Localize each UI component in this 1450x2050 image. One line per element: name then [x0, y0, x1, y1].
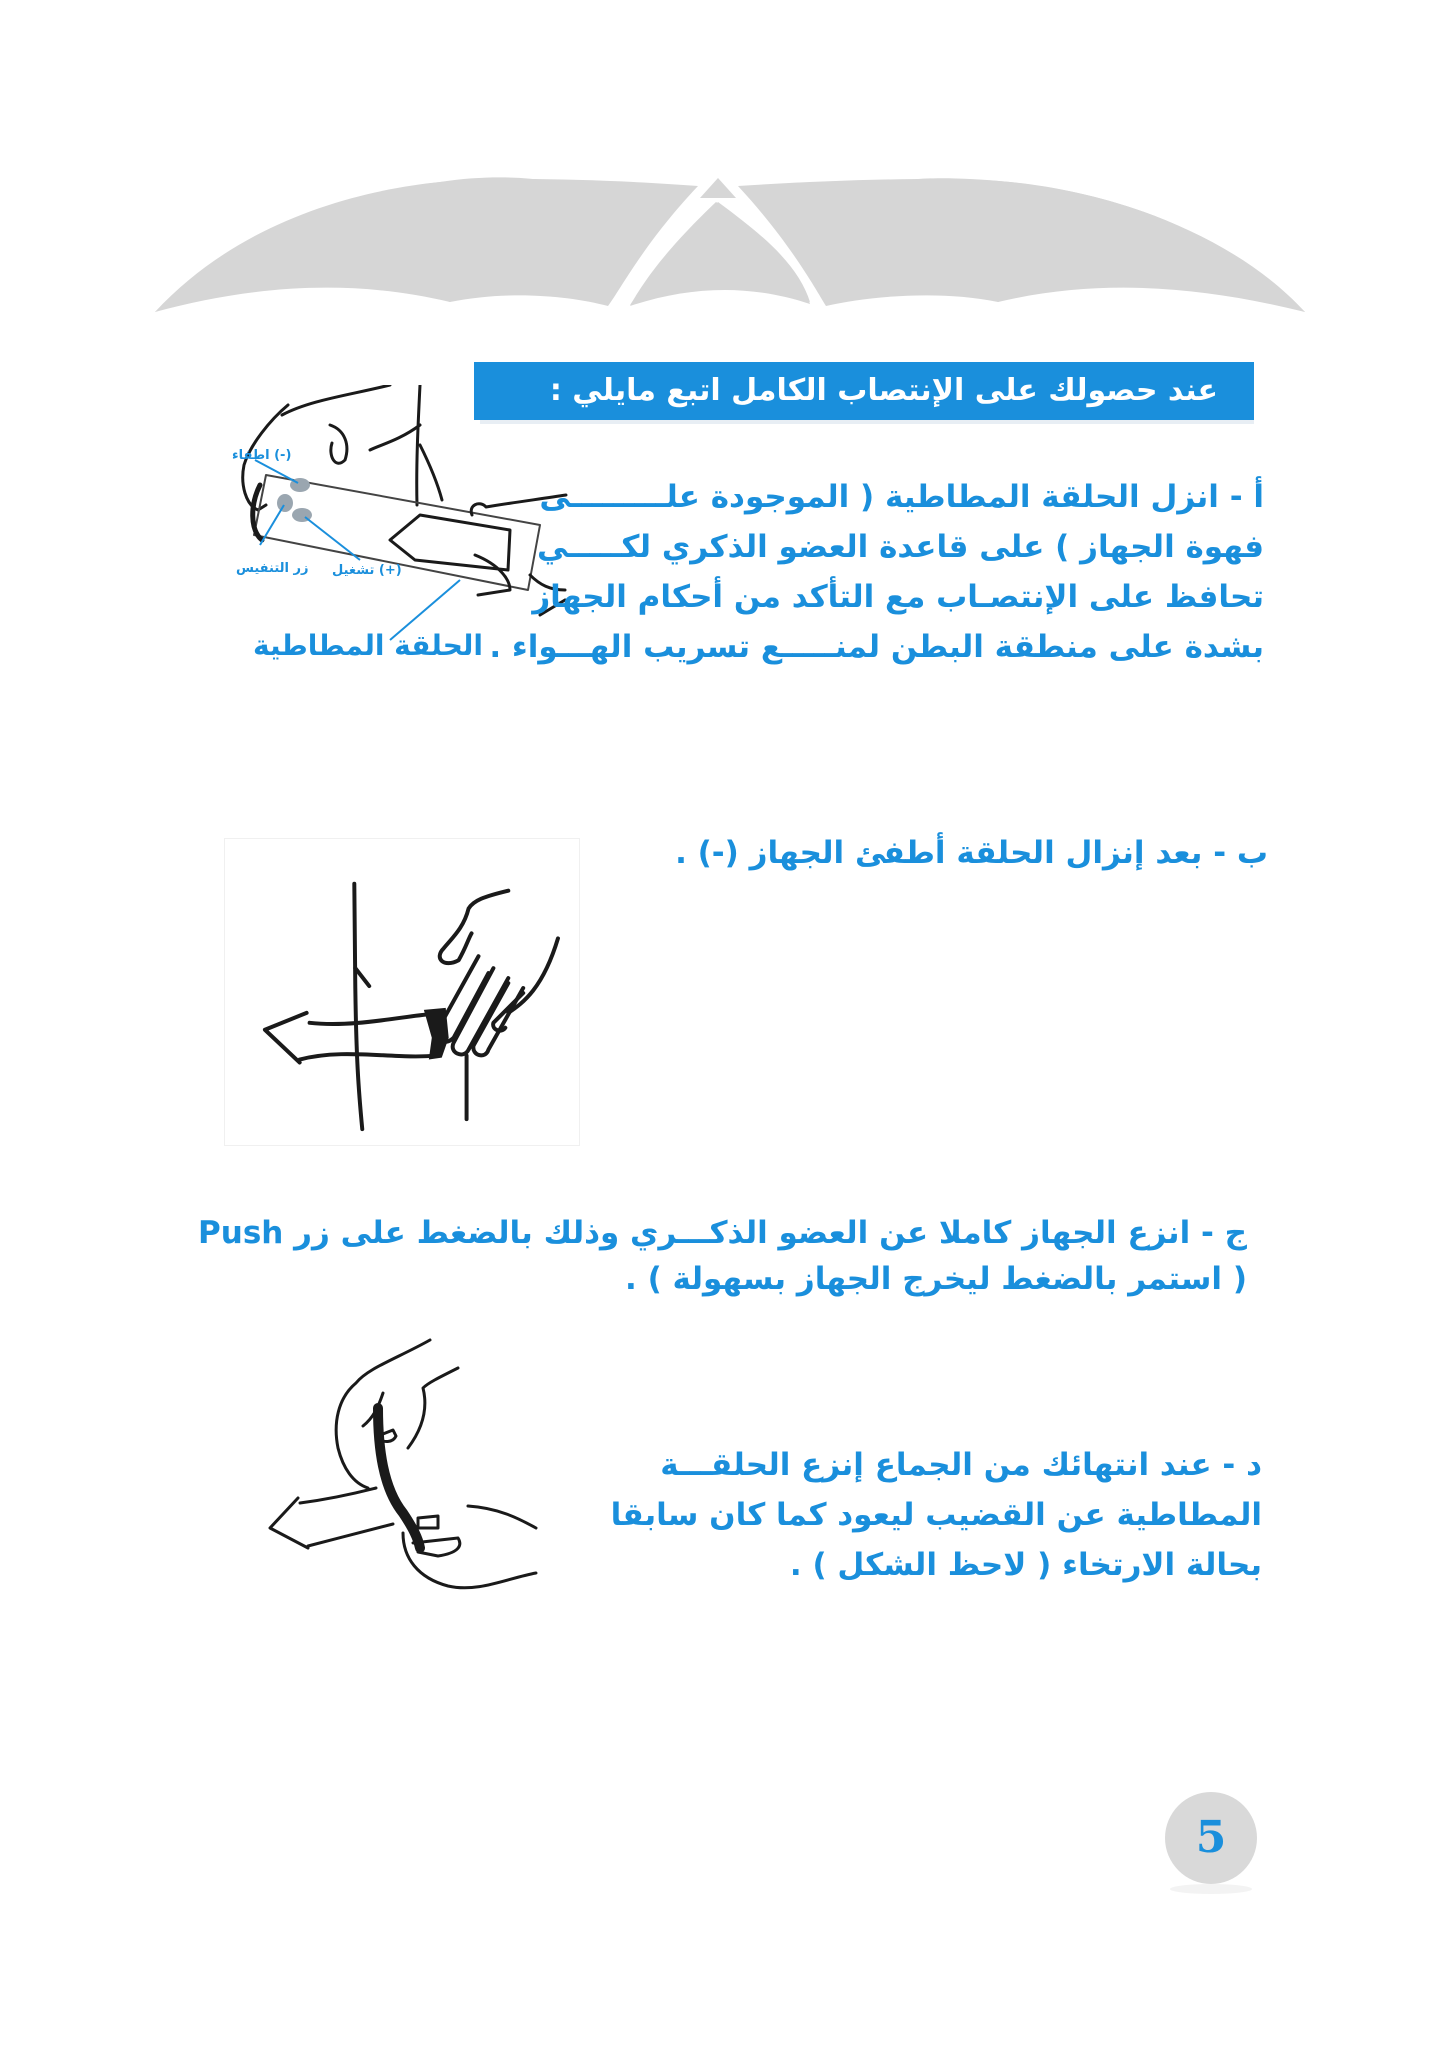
banner-title: عند حصولك على الإنتصاب الكامل اتبع مايلي : [549, 373, 1218, 408]
ring-lowering-illustration [224, 838, 580, 1146]
section-d-line: د - عند انتهائك من الجماع إنزع الحلقـــة [660, 1447, 1262, 1483]
section-a-line: تحافظ على الإنتصـاب مع التأكد من أحكام الجهاز [532, 579, 1264, 615]
penis-shape [390, 515, 510, 570]
leg-branch [355, 968, 369, 986]
umbrella-panel-fill-left [155, 179, 698, 312]
label-breath-button: زر التنفيس [236, 561, 309, 576]
label-off: (-) اطفاء [232, 448, 292, 463]
section-banner [474, 362, 1254, 420]
umbrella-panel-fill-right [738, 179, 1305, 312]
leg-line-left [354, 884, 362, 1129]
section-c-text [197, 1210, 1247, 1302]
label-on: (+) تشغيل [332, 563, 402, 578]
umbrella-logo-icon [150, 150, 1310, 320]
section-d-line: بحالة الارتخاء ( لاحظ الشكل ) . [789, 1547, 1262, 1583]
section-c-line: ( استمر بالضغط ليخرج الجهاز بسهولة ) . [625, 1261, 1247, 1297]
section-b-line: ب - بعد إنزال الحلقة أطفئ الجهاز (-) . [675, 835, 1268, 871]
hand-back [440, 891, 509, 963]
upper-hand-finger [408, 1368, 458, 1448]
banner-shadow [480, 420, 1254, 424]
section-a-line: بشدة على منطقة البطن لمنـــــع تسريب الهـــواء . [489, 629, 1264, 665]
section-b-text [648, 828, 1268, 878]
page-number: 5 [1165, 1792, 1257, 1884]
section-a-line: أ - انزل الحلقة المطاطية ( الموجودة علـــــــــى [539, 479, 1264, 515]
body-line [370, 385, 442, 505]
leader-on [305, 517, 360, 560]
umbrella-tip [700, 178, 736, 198]
device-cap [253, 485, 262, 540]
section-d-text [610, 1440, 1262, 1590]
section-a-text [489, 472, 1264, 672]
finger-2 [453, 968, 509, 1054]
section-d-line: المطاطية عن القضيب ليعود كما كان سابقا [610, 1497, 1262, 1533]
page-number-shadow [1170, 1884, 1252, 1894]
rubber-ring-dark [424, 1008, 449, 1060]
arrow-penis [270, 1488, 393, 1548]
hand-fingers-top [282, 385, 390, 463]
ring-removal-illustration [238, 1338, 538, 1613]
arrow-penis [265, 1013, 436, 1063]
figure-caption-rubber-ring: الحلقة المطاطية [252, 629, 484, 662]
section-a-line: فهوة الجهاز ) على قاعدة العضو الذكري لكـــــي [537, 529, 1264, 565]
section-c-line: ج - انزع الجهاز كاملا عن العضو الذكـــري وذلك بالضغط على زر Push [198, 1215, 1247, 1251]
button-breath [277, 494, 293, 512]
